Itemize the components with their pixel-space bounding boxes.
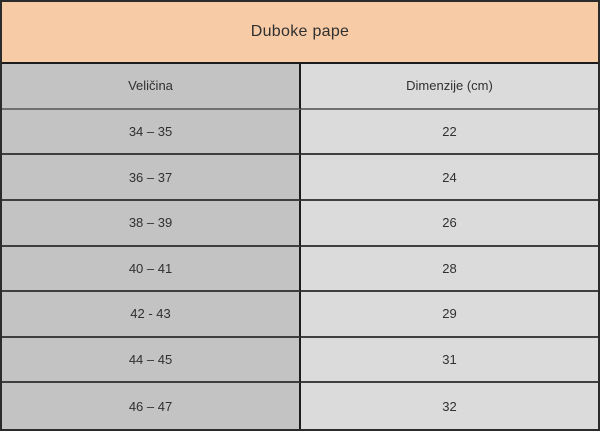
column-header-velicina: Veličina: [2, 64, 301, 110]
dimension-cell: 22: [301, 110, 598, 156]
size-cell: 38 – 39: [2, 201, 301, 247]
size-cell: 36 – 37: [2, 155, 301, 201]
dimension-cell: 32: [301, 383, 598, 429]
size-cell: 34 – 35: [2, 110, 301, 156]
size-cell: 46 – 47: [2, 383, 301, 429]
chart-title-band: [2, 2, 598, 64]
chart-title: Duboke pape: [250, 23, 350, 40]
size-table: [2, 64, 598, 429]
column-header-dimenzije: Dimenzije (cm): [301, 64, 598, 110]
size-cell: 42 - 43: [2, 292, 301, 338]
size-cell: 44 – 45: [2, 338, 301, 384]
dimension-cell: 26: [301, 201, 598, 247]
dimension-cell: 24: [301, 155, 598, 201]
dimension-cell: 28: [301, 247, 598, 293]
dimension-cell: 29: [301, 292, 598, 338]
size-cell: 40 – 41: [2, 247, 301, 293]
dimension-cell: 31: [301, 338, 598, 384]
